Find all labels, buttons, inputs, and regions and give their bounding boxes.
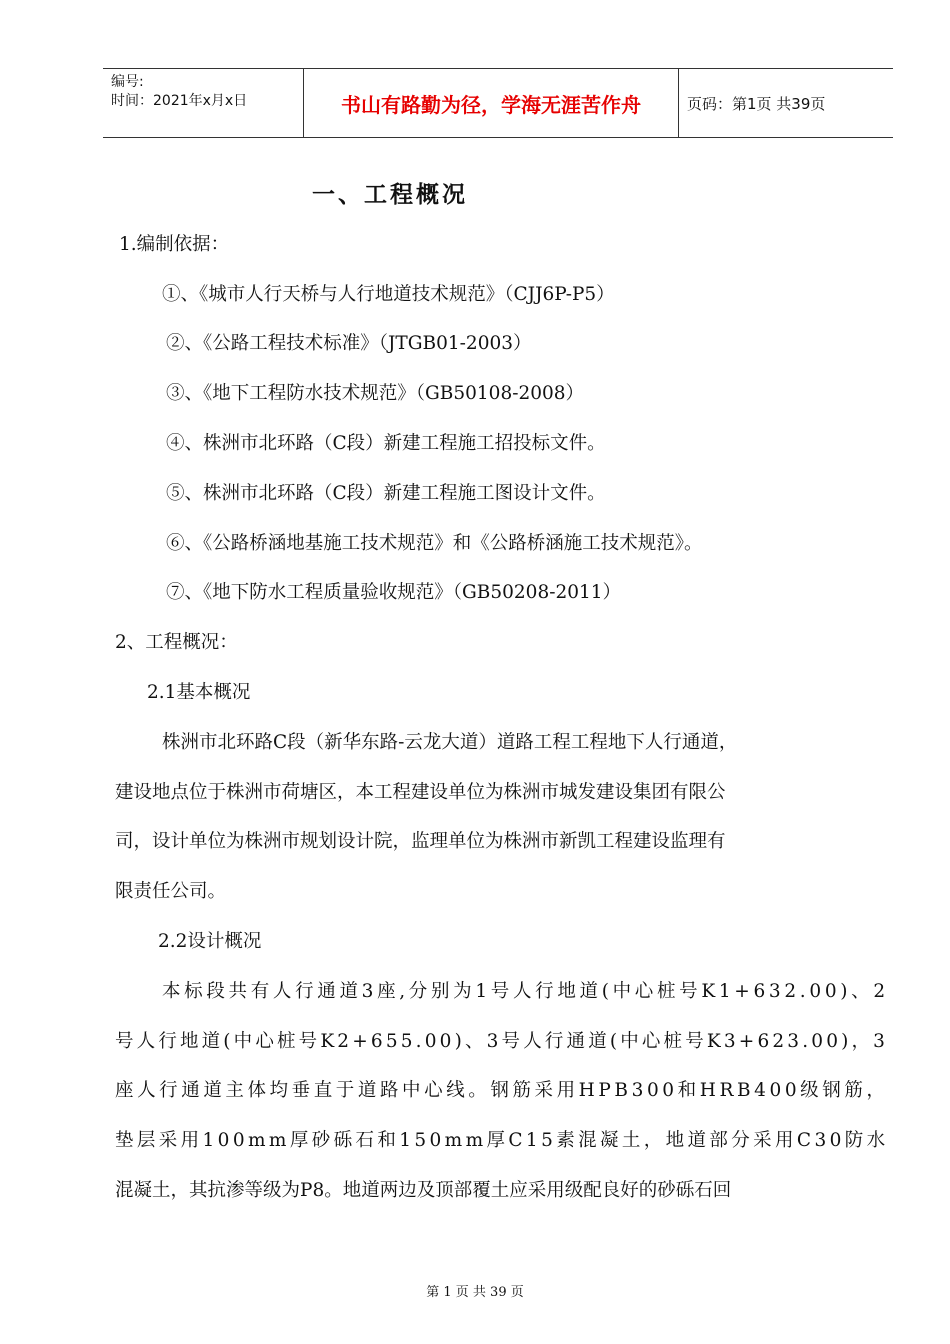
paragraph-line: 建设地点位于株洲市荷塘区，本工程建设单位为株洲市城发建设集团有限公 (115, 782, 726, 803)
paragraph-line: 混凝土，其抗渗等级为P8。地道两边及顶部覆土应采用级配良好的砂砾石回 (115, 1180, 732, 1201)
paragraph-line: 座人行通道主体均垂直于道路中心线。钢筋采用HPB300和HRB400级钢筋， (115, 1080, 889, 1101)
section2-heading: 2、工程概况： (115, 632, 238, 653)
time-label: 时间：2021年x月x日 (111, 93, 248, 109)
basis-item-5: ⑤、株洲市北环路（C段）新建工程施工图设计文件。 (166, 483, 606, 504)
page-info: 页码：第1页 共39页 (687, 94, 826, 113)
basis-item-6: ⑥、《公路桥涵地基施工技术规范》和《公路桥涵施工技术规范》。 (166, 533, 703, 554)
basis-item-7: ⑦、《地下防水工程质量验收规范》（GB50208-2011） (166, 582, 622, 603)
basis-item-4: ④、株洲市北环路（C段）新建工程施工招投标文件。 (166, 433, 606, 454)
subsection-2-2-heading: 2.2设计概况 (158, 931, 262, 952)
paragraph-line: 株洲市北环路C段（新华东路-云龙大道）道路工程工程地下人行通道， (162, 732, 738, 753)
header-left-cell (103, 69, 303, 137)
basis-item-3: ③、《地下工程防水技术规范》（GB50108-2008） (166, 383, 585, 404)
page-footer: 第 1 页 共 39 页 (426, 1285, 524, 1300)
paragraph-line: 司，设计单位为株洲市规划设计院，监理单位为株洲市新凯工程建设监理有 (115, 831, 726, 852)
header-motto-cell (303, 69, 679, 137)
header-page-cell (679, 69, 893, 137)
paragraph-line: 号人行地道(中心桩号K2+655.00)、3号人行通道(中心桩号K3+623.00)，3 (115, 1031, 889, 1052)
section1-heading: 1.编制依据： (119, 234, 230, 255)
paragraph-line: 本标段共有人行通道3座,分别为1号人行地道(中心桩号K1+632.00)、2 (162, 981, 889, 1002)
page-header (103, 68, 893, 138)
basis-item-2: ②、《公路工程技术标准》（JTGB01-2003） (166, 333, 532, 354)
paragraph-line: 垫层采用100mm厚砂砾石和150mm厚C15素混凝土，地道部分采用C30防水 (115, 1130, 889, 1151)
subsection-2-1-heading: 2.1基本概况 (147, 682, 251, 703)
motto: 书山有路勤为径，学海无涯苦作舟 (341, 92, 641, 117)
number-label: 编号: (111, 74, 144, 90)
paragraph-line: 限责任公司。 (115, 881, 227, 902)
basis-item-1: ①、《城市人行天桥与人行地道技术规范》（CJJ6P-P5） (162, 284, 615, 305)
page-title: 一、工程概况 (312, 182, 468, 208)
